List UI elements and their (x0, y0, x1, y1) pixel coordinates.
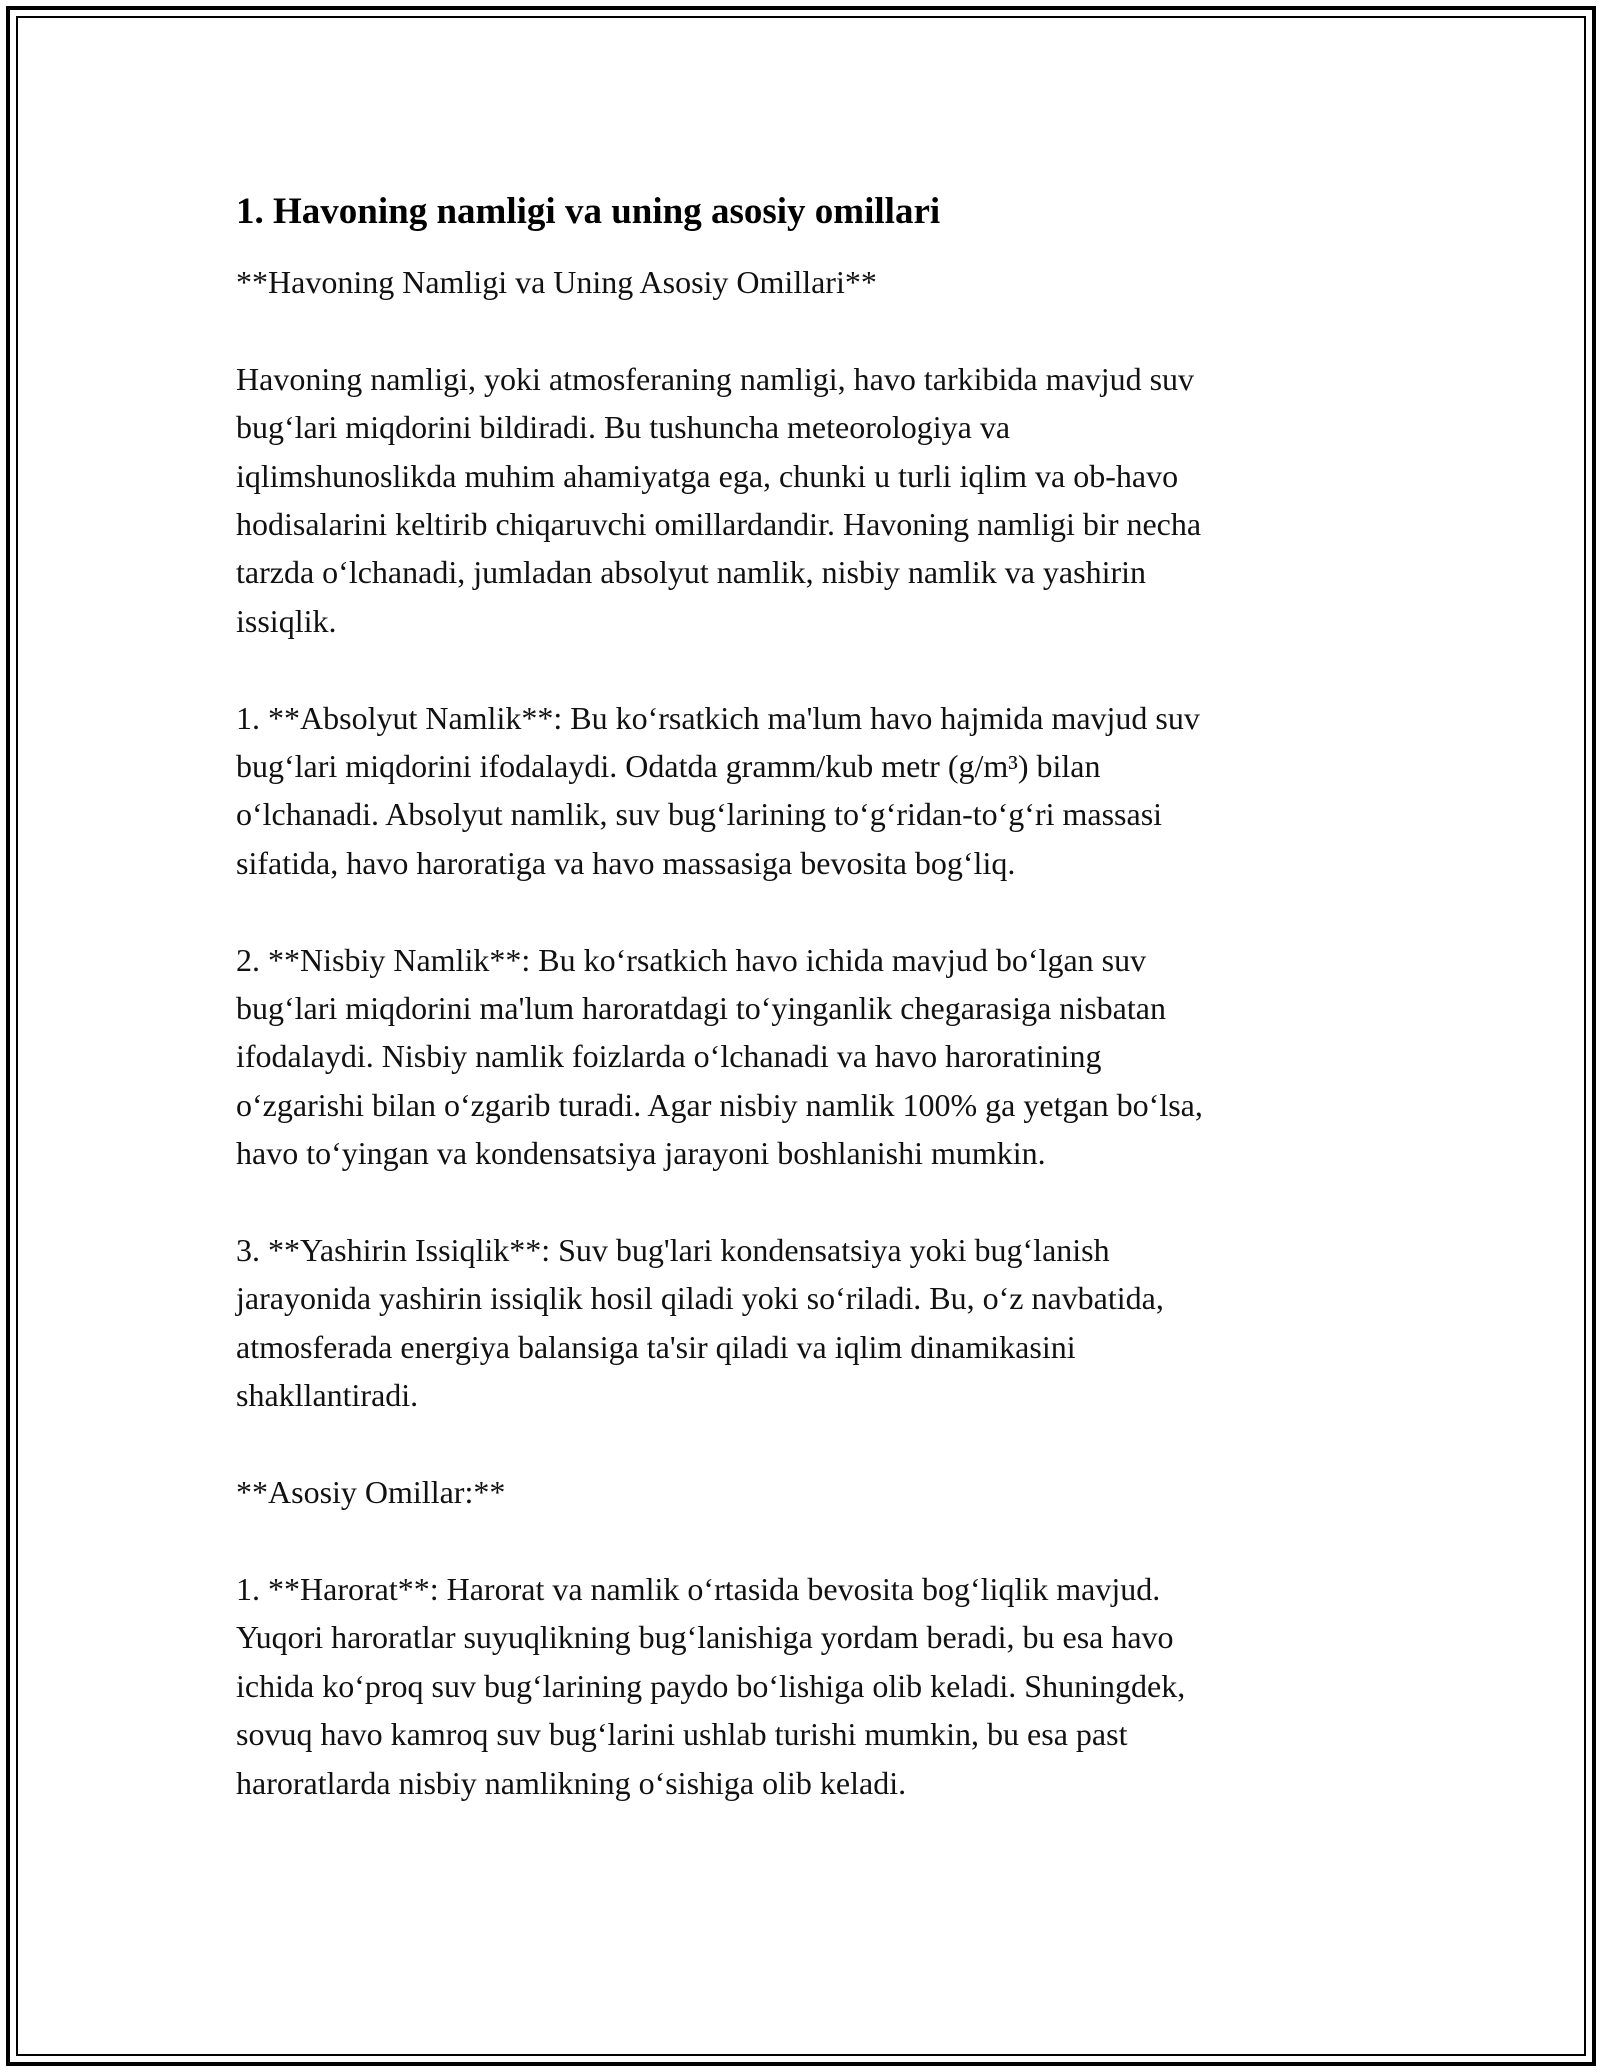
relative-humidity-paragraph: 2. **Nisbiy Namlik**: Bu ko‘rsatkich havo ichida mavjud bo‘lgan suv bug‘lari miqdorini ma'lum haroratdagi to‘yinganlik chegarasiga nisbatan ifodalaydi. Nisbiy namlik foizlarda o‘lchanadi va havo haroratining o‘zgarishi bilan o‘zgarib turadi. Agar nisbiy namlik 100% ga yetgan bo‘lsa, havo to‘yingan va kondensatsiya jarayoni boshlanishi mumkin. (236, 941, 1203, 1172)
temperature-paragraph: 1. **Harorat**: Harorat va namlik o‘rtasida bevosita bog‘liqlik mavjud. Yuqori haroratlar suyuqlikning bug‘lanishiga yordam beradi, bu esa havo ichida ko‘proq suv bug‘larining paydo bo‘lishiga olib keladi. Shuningdek, sovuq havo kamroq suv bug‘larini ushlab turishi mumkin, bu esa past haroratlarda nisbiy namlikning o‘sishiga olib keladi. (236, 1570, 1186, 1801)
document-body (236, 186, 1366, 1855)
document-heading: 1. Havoning namligi va uning asosiy omillari (236, 191, 941, 232)
latent-heat-paragraph: 3. **Yashirin Issiqlik**: Suv bug'lari kondensatsiya yoki bug‘lanish jarayonida yashirin issiqlik hosil qiladi yoki so‘riladi. Bu, o‘z navbatida, atmosferada energiya balansiga ta'sir qiladi va iqlim dinamikasini shakllantiradi. (236, 1232, 1164, 1414)
main-factors-title: **Asosiy Omillar:** (236, 1474, 506, 1511)
section-title: **Havoning Namligi va Uning Asosiy Omillari** (236, 264, 877, 300)
intro-paragraph: Havoning namligi, yoki atmosferaning namligi, havo tarkibida mavjud suv bug‘lari miqdorini bildiradi. Bu tushuncha meteorologiya va iqlimshunoslikda muhim ahamiyatga ega, chunki u turli iqlim va ob-havo hodisalarini keltirib chiqaruvchi omillardandir. Havoning namligi bir necha tarzda o‘lchanadi, jumladan absolyut namlik, nisbiy namlik va yashirin issiqlik. (236, 360, 1202, 639)
absolute-humidity-paragraph: 1. **Absolyut Namlik**: Bu ko‘rsatkich ma'lum havo hajmida mavjud suv bug‘lari miqdorini ifodalaydi. Odatda gramm/kub metr (g/m³) bilan o‘lchanadi. Absolyut namlik, suv bug‘larining to‘g‘ridan-to‘g‘ri massasi sifatida, havo haroratiga va havo massasiga bevosita bog‘liq. (236, 699, 1200, 881)
